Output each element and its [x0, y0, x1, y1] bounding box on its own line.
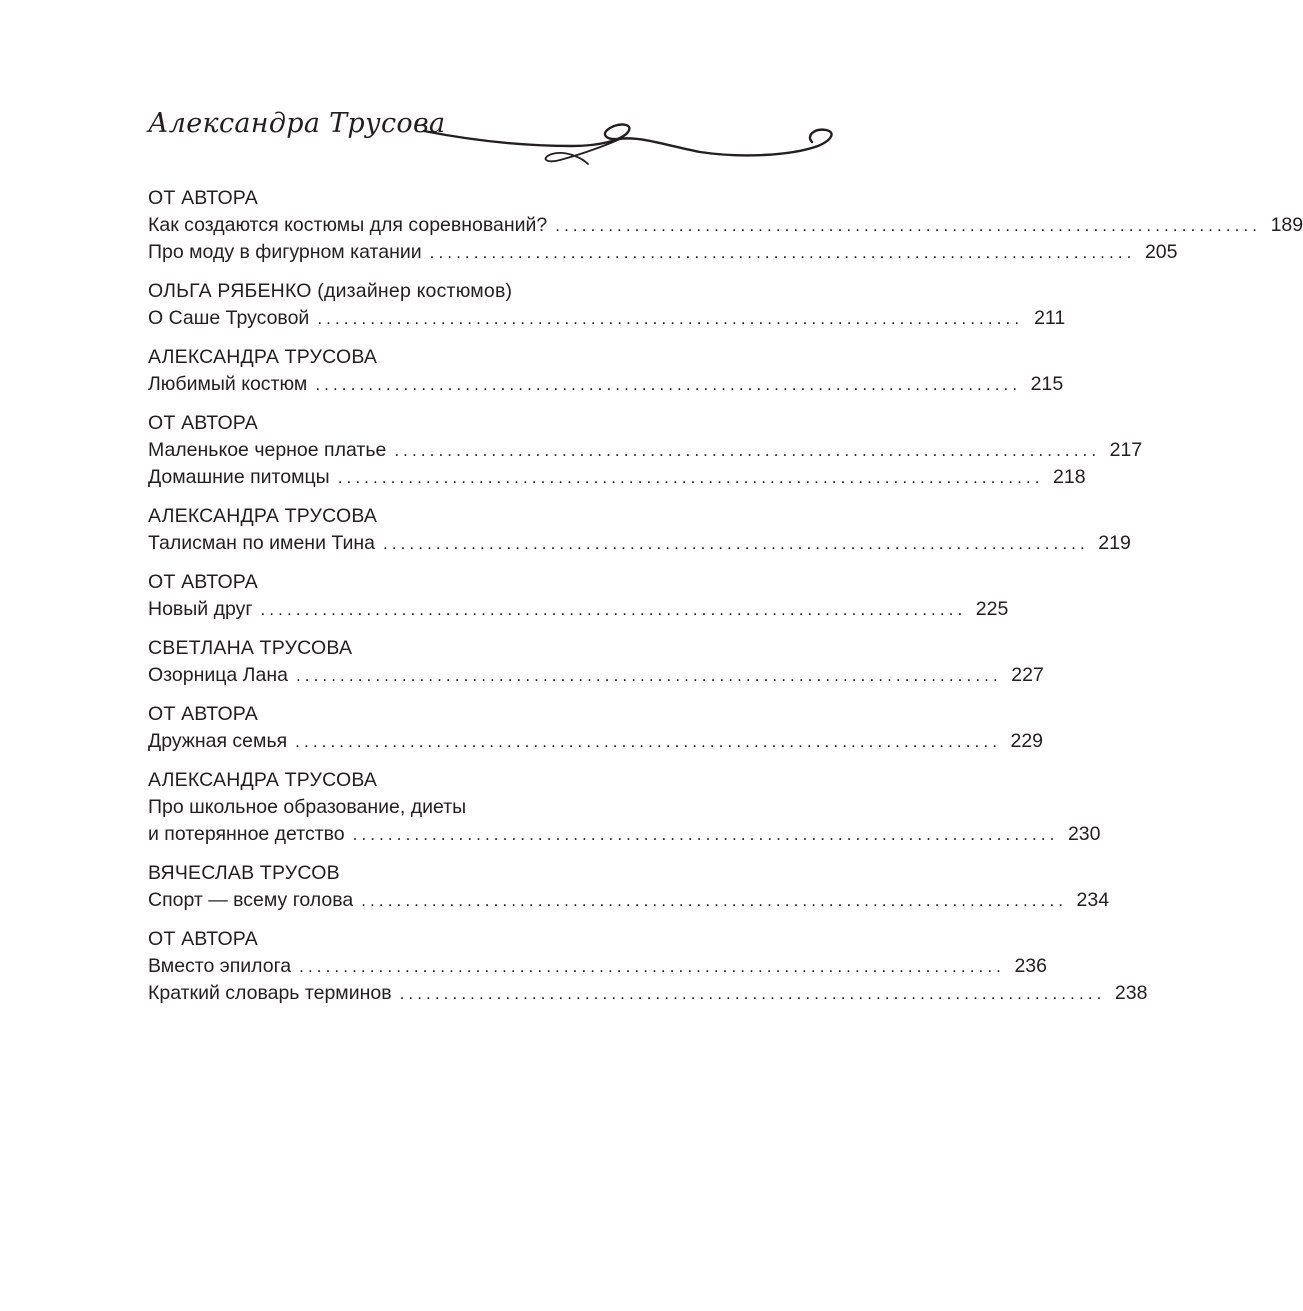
- page-number: 219: [1098, 532, 1131, 554]
- entry-title: Краткий словарь терминов: [148, 982, 392, 1004]
- entry-line: [148, 437, 1143, 464]
- entry-line: [148, 464, 1086, 491]
- toc-section: [148, 569, 1009, 623]
- author-signature: Александра Трусова: [148, 108, 446, 139]
- entry-title: Про моду в фигурном катании: [148, 241, 422, 263]
- page-number: 227: [1011, 664, 1044, 686]
- toc-entry[interactable]: [148, 794, 1101, 848]
- entry-title: Маленькое черное платье: [148, 439, 387, 461]
- dot-leader: ................................................................................: [555, 216, 1262, 235]
- dot-leader: ................................................................................: [299, 957, 1005, 976]
- toc-section: [148, 278, 1066, 332]
- toc-entry[interactable]: [148, 662, 1044, 689]
- toc-section: [148, 635, 1044, 689]
- page-number: 230: [1067, 823, 1101, 845]
- calligraphic-flourish: [0, 0, 844, 190]
- dot-leader: ................................................................................: [382, 534, 1089, 553]
- toc-entry[interactable]: [148, 464, 1086, 491]
- page-number: 236: [1014, 955, 1047, 977]
- toc-section: [148, 185, 1303, 266]
- page-number: 234: [1076, 889, 1110, 911]
- entry-title: Озорница Лана: [148, 664, 288, 686]
- section-author: ОЛЬГА РЯБЕНКО (дизайнер костюмов): [148, 280, 513, 302]
- section-author: СВЕТЛАНА ТРУСОВА: [148, 637, 353, 659]
- entry-title: Дружная семья: [148, 730, 288, 752]
- toc-section: [148, 767, 1101, 848]
- entry-title: Как создаются костюмы для соревнований?: [148, 214, 548, 236]
- dot-leader: ................................................................................: [394, 441, 1101, 460]
- page-number: 215: [1030, 373, 1064, 395]
- entry-title: и потерянное детство: [148, 823, 345, 845]
- page-number: 238: [1114, 982, 1148, 1004]
- dot-leader: ................................................................................: [361, 891, 1068, 910]
- toc-entry[interactable]: [148, 530, 1131, 557]
- toc-entry[interactable]: [148, 596, 1009, 623]
- entry-title: Любимый костюм: [148, 373, 308, 395]
- dot-leader: ................................................................................: [352, 825, 1059, 844]
- toc-section: [148, 860, 1110, 914]
- toc-entry[interactable]: [148, 371, 1064, 398]
- toc-entry[interactable]: [148, 728, 1044, 755]
- page-number: 205: [1144, 241, 1178, 263]
- page-number: 229: [1010, 730, 1044, 752]
- dot-leader: ................................................................................: [315, 375, 1022, 394]
- dot-leader: ................................................................................: [429, 243, 1136, 262]
- page-number: 189: [1270, 214, 1303, 236]
- section-author: АЛЕКСАНДРА ТРУСОВА: [148, 346, 378, 368]
- entry-line: [148, 662, 1044, 689]
- entry-title: О Саше Трусовой: [148, 307, 310, 329]
- entry-line: [148, 821, 1101, 848]
- page-number: 225: [975, 598, 1009, 620]
- page-number: 211: [1034, 307, 1066, 329]
- dot-leader: ................................................................................: [399, 984, 1106, 1003]
- entry-line: [148, 728, 1044, 755]
- toc-entry[interactable]: [148, 239, 1178, 266]
- entry-line: [148, 953, 1047, 980]
- entry-line: [148, 596, 1009, 623]
- toc-entry[interactable]: [148, 437, 1143, 464]
- toc-section: [148, 503, 1131, 557]
- entry-line: [148, 887, 1110, 914]
- section-author: ОТ АВТОРА: [148, 187, 258, 209]
- page-number: 217: [1109, 439, 1143, 461]
- section-author: ОТ АВТОРА: [148, 412, 258, 434]
- entry-title: Про школьное образование, диеты: [148, 796, 467, 818]
- toc-entry[interactable]: [148, 980, 1148, 1007]
- dot-leader: ................................................................................: [317, 309, 1024, 328]
- toc-entry[interactable]: [148, 953, 1047, 980]
- dot-leader: ................................................................................: [260, 600, 967, 619]
- dot-leader: ................................................................................: [337, 468, 1044, 487]
- toc-section: [148, 410, 1143, 491]
- table-of-contents: [148, 185, 1303, 1019]
- section-author: ОТ АВТОРА: [148, 703, 258, 725]
- toc-section: [148, 701, 1044, 755]
- page-header: [0, 0, 844, 190]
- toc-entry[interactable]: [148, 212, 1303, 239]
- entry-line: [148, 371, 1064, 398]
- section-author: ОТ АВТОРА: [148, 928, 258, 950]
- entry-title: Талисман по имени Тина: [148, 532, 375, 554]
- toc-section: [148, 926, 1148, 1007]
- section-author: ОТ АВТОРА: [148, 571, 258, 593]
- toc-section: [148, 344, 1064, 398]
- section-author: АЛЕКСАНДРА ТРУСОВА: [148, 769, 378, 791]
- entry-line: [148, 239, 1178, 266]
- section-author: АЛЕКСАНДРА ТРУСОВА: [148, 505, 378, 527]
- entry-title: Домашние питомцы: [148, 466, 330, 488]
- entry-title: Спорт — всему голова: [148, 889, 354, 911]
- entry-line: [148, 530, 1131, 557]
- entry-title: Вместо эпилога: [148, 955, 292, 977]
- entry-line: [148, 212, 1303, 239]
- entry-line: [148, 980, 1148, 1007]
- toc-entry[interactable]: [148, 887, 1110, 914]
- section-author: ВЯЧЕСЛАВ ТРУСОВ: [148, 862, 340, 884]
- entry-line: [148, 305, 1066, 332]
- page-number: 218: [1053, 466, 1086, 488]
- dot-leader: ................................................................................: [295, 666, 1002, 685]
- dot-leader: ................................................................................: [295, 732, 1002, 751]
- entry-title: Новый друг: [148, 598, 253, 620]
- toc-entry[interactable]: [148, 305, 1066, 332]
